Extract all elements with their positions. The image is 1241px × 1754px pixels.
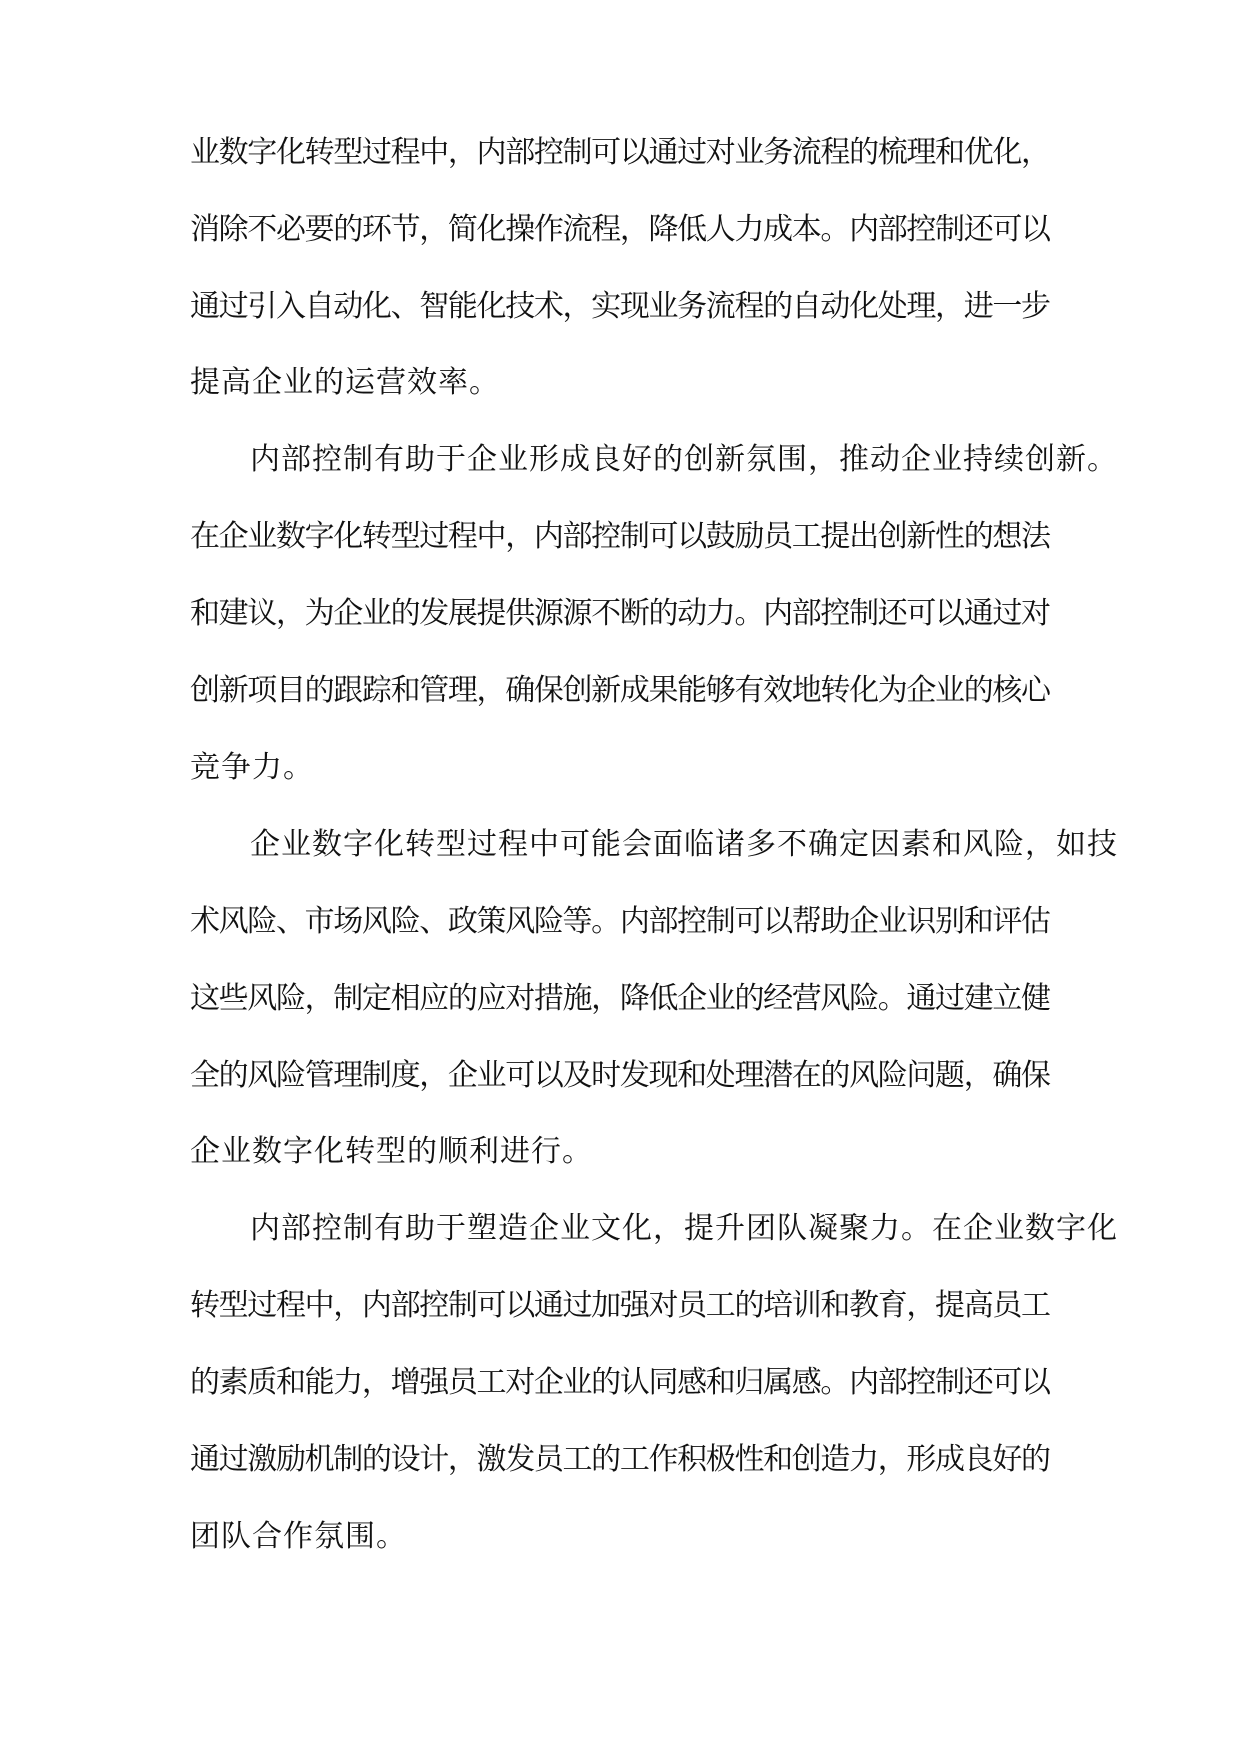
text-line: 通过引入自动化、智能化技术，实现业务流程的自动化处理，进一步: [190, 289, 1050, 324]
text-line: 企业数字化转型的顺利进行。: [190, 1134, 593, 1169]
paragraph-first-line: 内部控制有助于企业形成良好的创新氛围，推动企业持续创新。: [250, 442, 1118, 477]
text-line: 通过激励机制的设计，激发员工的工作积极性和创造力，形成良好的: [190, 1442, 1050, 1477]
text-line: 这些风险，制定相应的应对措施，降低企业的经营风险。通过建立健: [190, 981, 1050, 1016]
text-line: 提高企业的运营效率。: [190, 365, 500, 400]
text-line: 转型过程中，内部控制可以通过加强对员工的培训和教育，提高员工: [190, 1288, 1050, 1323]
paragraph-first-line: 内部控制有助于塑造企业文化，提升团队凝聚力。在企业数字化: [250, 1211, 1118, 1246]
text-line: 消除不必要的环节，简化操作流程，降低人力成本。内部控制还可以: [190, 212, 1050, 247]
text-line: 创新项目的跟踪和管理，确保创新成果能够有效地转化为企业的核心: [190, 673, 1050, 708]
text-line: 在企业数字化转型过程中，内部控制可以鼓励员工提出创新性的想法: [190, 519, 1050, 554]
paragraph-first-line: 企业数字化转型过程中可能会面临诸多不确定因素和风险，如技: [250, 827, 1118, 862]
text-line: 和建议，为企业的发展提供源源不断的动力。内部控制还可以通过对: [190, 596, 1050, 631]
text-line: 团队合作氛围。: [190, 1519, 407, 1554]
text-line: 业数字化转型过程中，内部控制可以通过对业务流程的梳理和优化，: [190, 135, 1050, 170]
text-line: 的素质和能力，增强员工对企业的认同感和归属感。内部控制还可以: [190, 1365, 1050, 1400]
text-line: 术风险、市场风险、政策风险等。内部控制可以帮助企业识别和评估: [190, 904, 1050, 939]
text-line: 竞争力。: [190, 750, 314, 785]
text-line: 全的风险管理制度，企业可以及时发现和处理潜在的风险问题，确保: [190, 1058, 1050, 1093]
